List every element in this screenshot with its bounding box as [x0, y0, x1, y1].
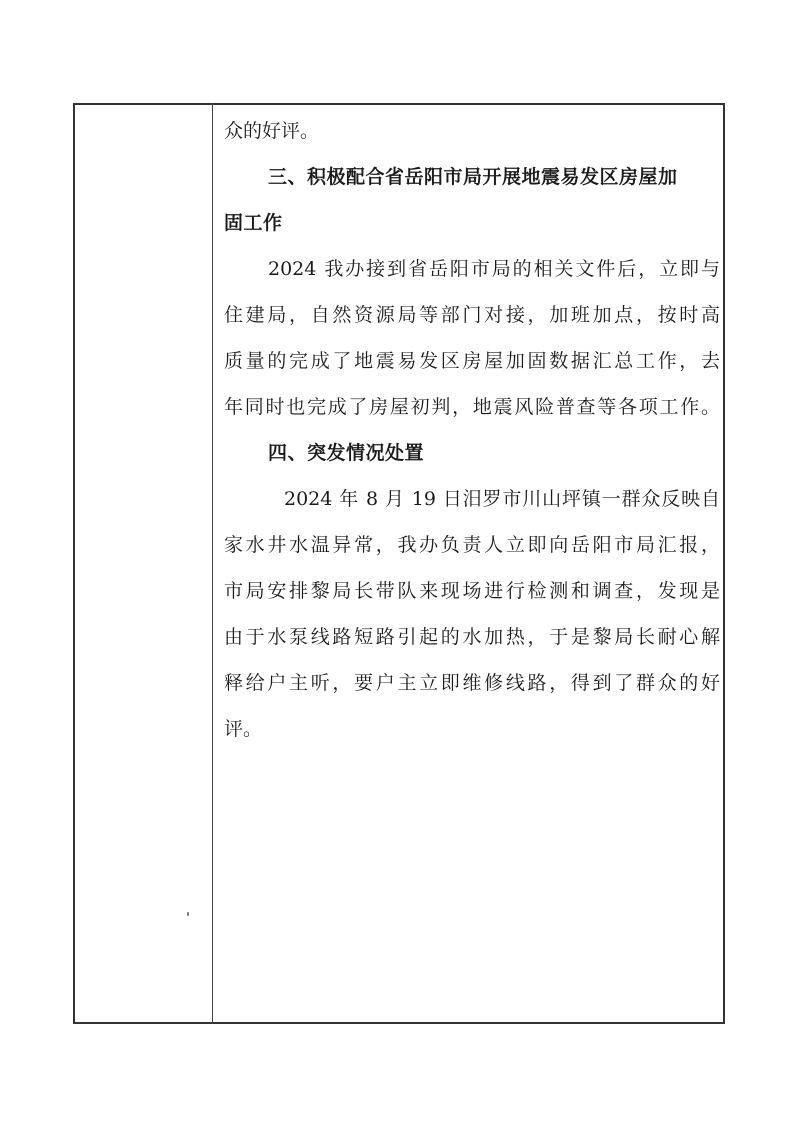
section-4-paragraph-line: 2024 年 8 月 19 日汨罗市川山坪镇一群众反映自: [284, 488, 720, 510]
section-3-heading-line-1: 三、积极配合省岳阳市局开展地震易发区房屋加: [268, 166, 678, 188]
content-cell: [224, 108, 720, 752]
section-3-paragraph-line: 质量的完成了地震易发区房屋加固数据汇总工作，去: [224, 350, 720, 372]
section-4-paragraph-line: 释给户主听，要户主立即维修线路，得到了群众的好: [224, 672, 720, 694]
left-label-cell: [75, 105, 211, 1022]
section-3-heading-line-2: 固工作: [224, 212, 283, 234]
section-3-paragraph-line: 住建局，自然资源局等部门对接，加班加点，按时高: [224, 304, 720, 326]
column-divider: [212, 103, 213, 1024]
section-4-paragraph-line: 家水井水温异常，我办负责人立即向岳阳市局汇报，: [224, 534, 720, 556]
scan-speck: [187, 912, 189, 916]
section-4-paragraph-line: 由于水泵线路短路引起的水加热，于是黎局长耐心解: [224, 626, 720, 648]
continuation-line: 众的好评。: [224, 120, 320, 142]
section-3-paragraph-line: 2024 我办接到省岳阳市局的相关文件后，立即与: [268, 258, 720, 280]
section-3-paragraph-line: 年同时也完成了房屋初判，地震风险普查等各项工作。: [224, 396, 720, 418]
section-4-heading: 四、突发情况处置: [268, 442, 425, 464]
section-4-paragraph-line: 评。: [224, 718, 263, 740]
section-4-paragraph-line: 市局安排黎局长带队来现场进行检测和调查，发现是: [224, 580, 720, 602]
